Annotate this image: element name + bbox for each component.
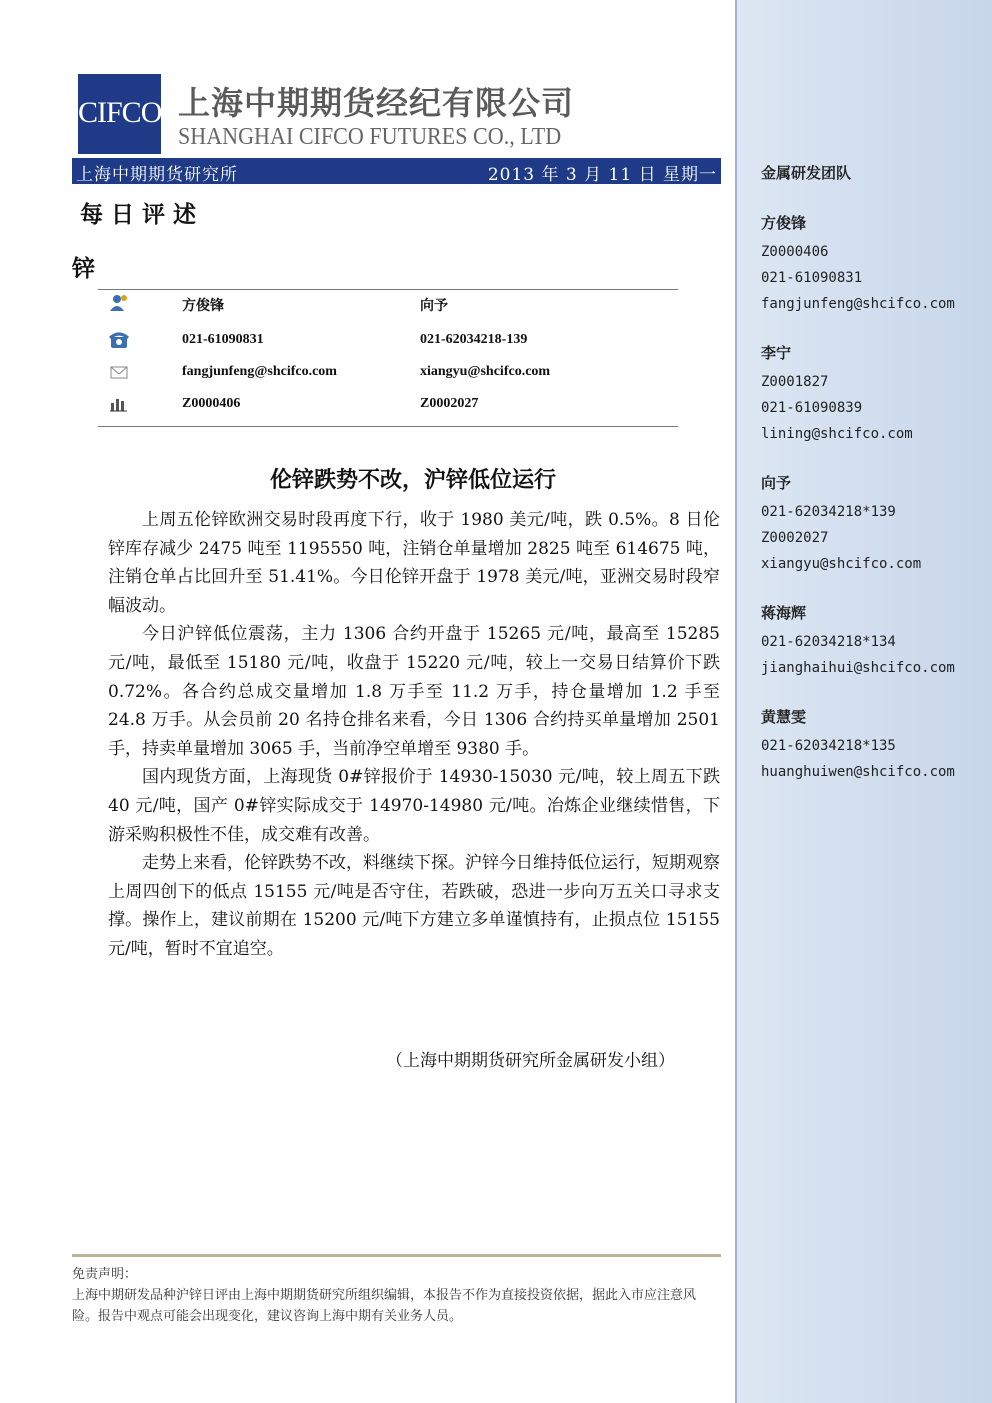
member-phone: 021-62034218*139 (761, 504, 896, 520)
paragraph: 国内现货方面，上海现货 0#锌报价于 14930-15030 元/吨，较上周五下跌 40 元/吨，国产 0#锌实际成交于 14970-14980 元/吨。冶炼企业继续惜售，下游采购积极性不佳，成交难有改善。 (108, 767, 720, 845)
section-metal: 锌 (72, 255, 95, 282)
member-id: Z0000406 (761, 244, 829, 260)
logo-text: CIFCO (78, 96, 162, 129)
mail-icon (108, 361, 130, 383)
section-daily-review: 每日评述 (80, 201, 204, 228)
divider (98, 426, 678, 427)
member-email: jianghaihui@shcifco.com (761, 660, 955, 676)
contact-row (98, 393, 678, 419)
sidebar-heading: 金属研发团队 (761, 164, 852, 182)
paragraph: 上周五伦锌欧洲交易时段再度下行，收于 1980 美元/吨，跌 0.5%。8 日伦锌库存减少 2475 吨至 1195550 吨，注销仓单量增加 2825 吨至 614675 吨，注销仓单占比回升至 51.41%。今日伦锌开盘于 1978 美元/吨，亚洲交易时段窄幅波动。 (108, 510, 720, 616)
member-id: Z0001827 (761, 374, 829, 390)
chart-icon (108, 393, 130, 415)
disclaimer (72, 1264, 721, 1327)
company-name-en: SHANGHAI CIFCO FUTURES CO., LTD (178, 124, 562, 150)
member-phone: 021-62034218*134 (761, 634, 896, 650)
phone-icon (108, 329, 130, 351)
member-id: Z0002027 (761, 530, 829, 546)
member-email: huanghuiwen@shcifco.com (761, 764, 955, 780)
analyst-1-phone: 021-61090831 (182, 332, 264, 347)
analyst-2-license: Z0002027 (420, 396, 479, 411)
analyst-2-phone: 021-62034218-139 (420, 332, 528, 347)
signature: （上海中期期货研究所金属研发小组） (386, 1051, 675, 1071)
analyst-1-license: Z0000406 (182, 396, 241, 411)
article-title: 伦锌跌势不改，沪锌低位运行 (269, 468, 556, 493)
analyst-1-email: fangjunfeng@shcifco.com (182, 364, 337, 379)
company-name-cn: 上海中期期货经纪有限公司 (178, 84, 575, 122)
member-email: xiangyu@shcifco.com (761, 556, 922, 572)
member-name: 方俊锋 (761, 214, 807, 232)
member-name: 黄慧雯 (761, 708, 807, 726)
team-member (761, 212, 955, 317)
analyst-2-email: xiangyu@shcifco.com (420, 364, 551, 379)
paragraph: 今日沪锌低位震荡，主力 1306 合约开盘于 15265 元/吨，最高至 15285 元/吨，最低至 15180 元/吨，收盘于 15220 元/吨，较上一交易日结算价下跌 0.72%。各合约总成交量增加 1.8 万手至 11.2 万手，持仓量增加 1.2 手至 24.8 万手。从会员前 20 名持仓排名来看，今日 1306 合约持买单量增加 2501 手，持卖单量增加 3065 手，当前净空单增至 9380 手。 (108, 624, 720, 759)
member-name: 向予 (761, 474, 792, 492)
member-phone: 021-61090839 (761, 400, 863, 416)
footer-divider (72, 1254, 721, 1257)
member-email: lining@shcifco.com (761, 426, 913, 442)
header-bar (72, 158, 721, 184)
disclaimer-text: 上海中期研发品种沪锌日评由上海中期期货研究所组织编辑，本报告不作为直接投资依据，据此入市应注意风险。报告中观点可能会出现变化，建议咨询上海中期有关业务人员。 (72, 1288, 697, 1324)
member-name: 李宁 (761, 344, 792, 362)
member-email: fangjunfeng@shcifco.com (761, 296, 955, 312)
analyst-2-name: 向予 (420, 299, 448, 314)
report-date: 2013 年 3 月 11 日 星期一 (487, 165, 717, 185)
person-icon (108, 292, 130, 314)
divider (98, 289, 678, 290)
member-phone: 021-62034218*135 (761, 738, 896, 754)
member-phone: 021-61090831 (761, 270, 863, 286)
institute-name: 上海中期期货研究所 (76, 165, 238, 185)
contact-row (98, 361, 678, 387)
team-member (761, 706, 955, 785)
article-body (108, 506, 720, 964)
member-name: 蒋海辉 (761, 604, 807, 622)
paragraph: 走势上来看，伦锌跌势不改，料继续下探。沪锌今日维持低位运行，短期观察上周四创下的低点 15155 元/吨是否守住，若跌破，恐进一步向万五关口寻求支撑。操作上，建议前期在 15200 元/吨下方建立多单谨慎持有，止损点位 15155 元/吨，暂时不宜追空。 (108, 853, 720, 959)
sidebar-panel (735, 0, 992, 1403)
contact-row (98, 292, 678, 318)
analyst-1-name: 方俊锋 (182, 299, 224, 314)
team-member (761, 342, 913, 447)
contact-row (98, 329, 678, 355)
disclaimer-heading: 免责声明： (72, 1267, 138, 1282)
team-member (761, 602, 955, 681)
